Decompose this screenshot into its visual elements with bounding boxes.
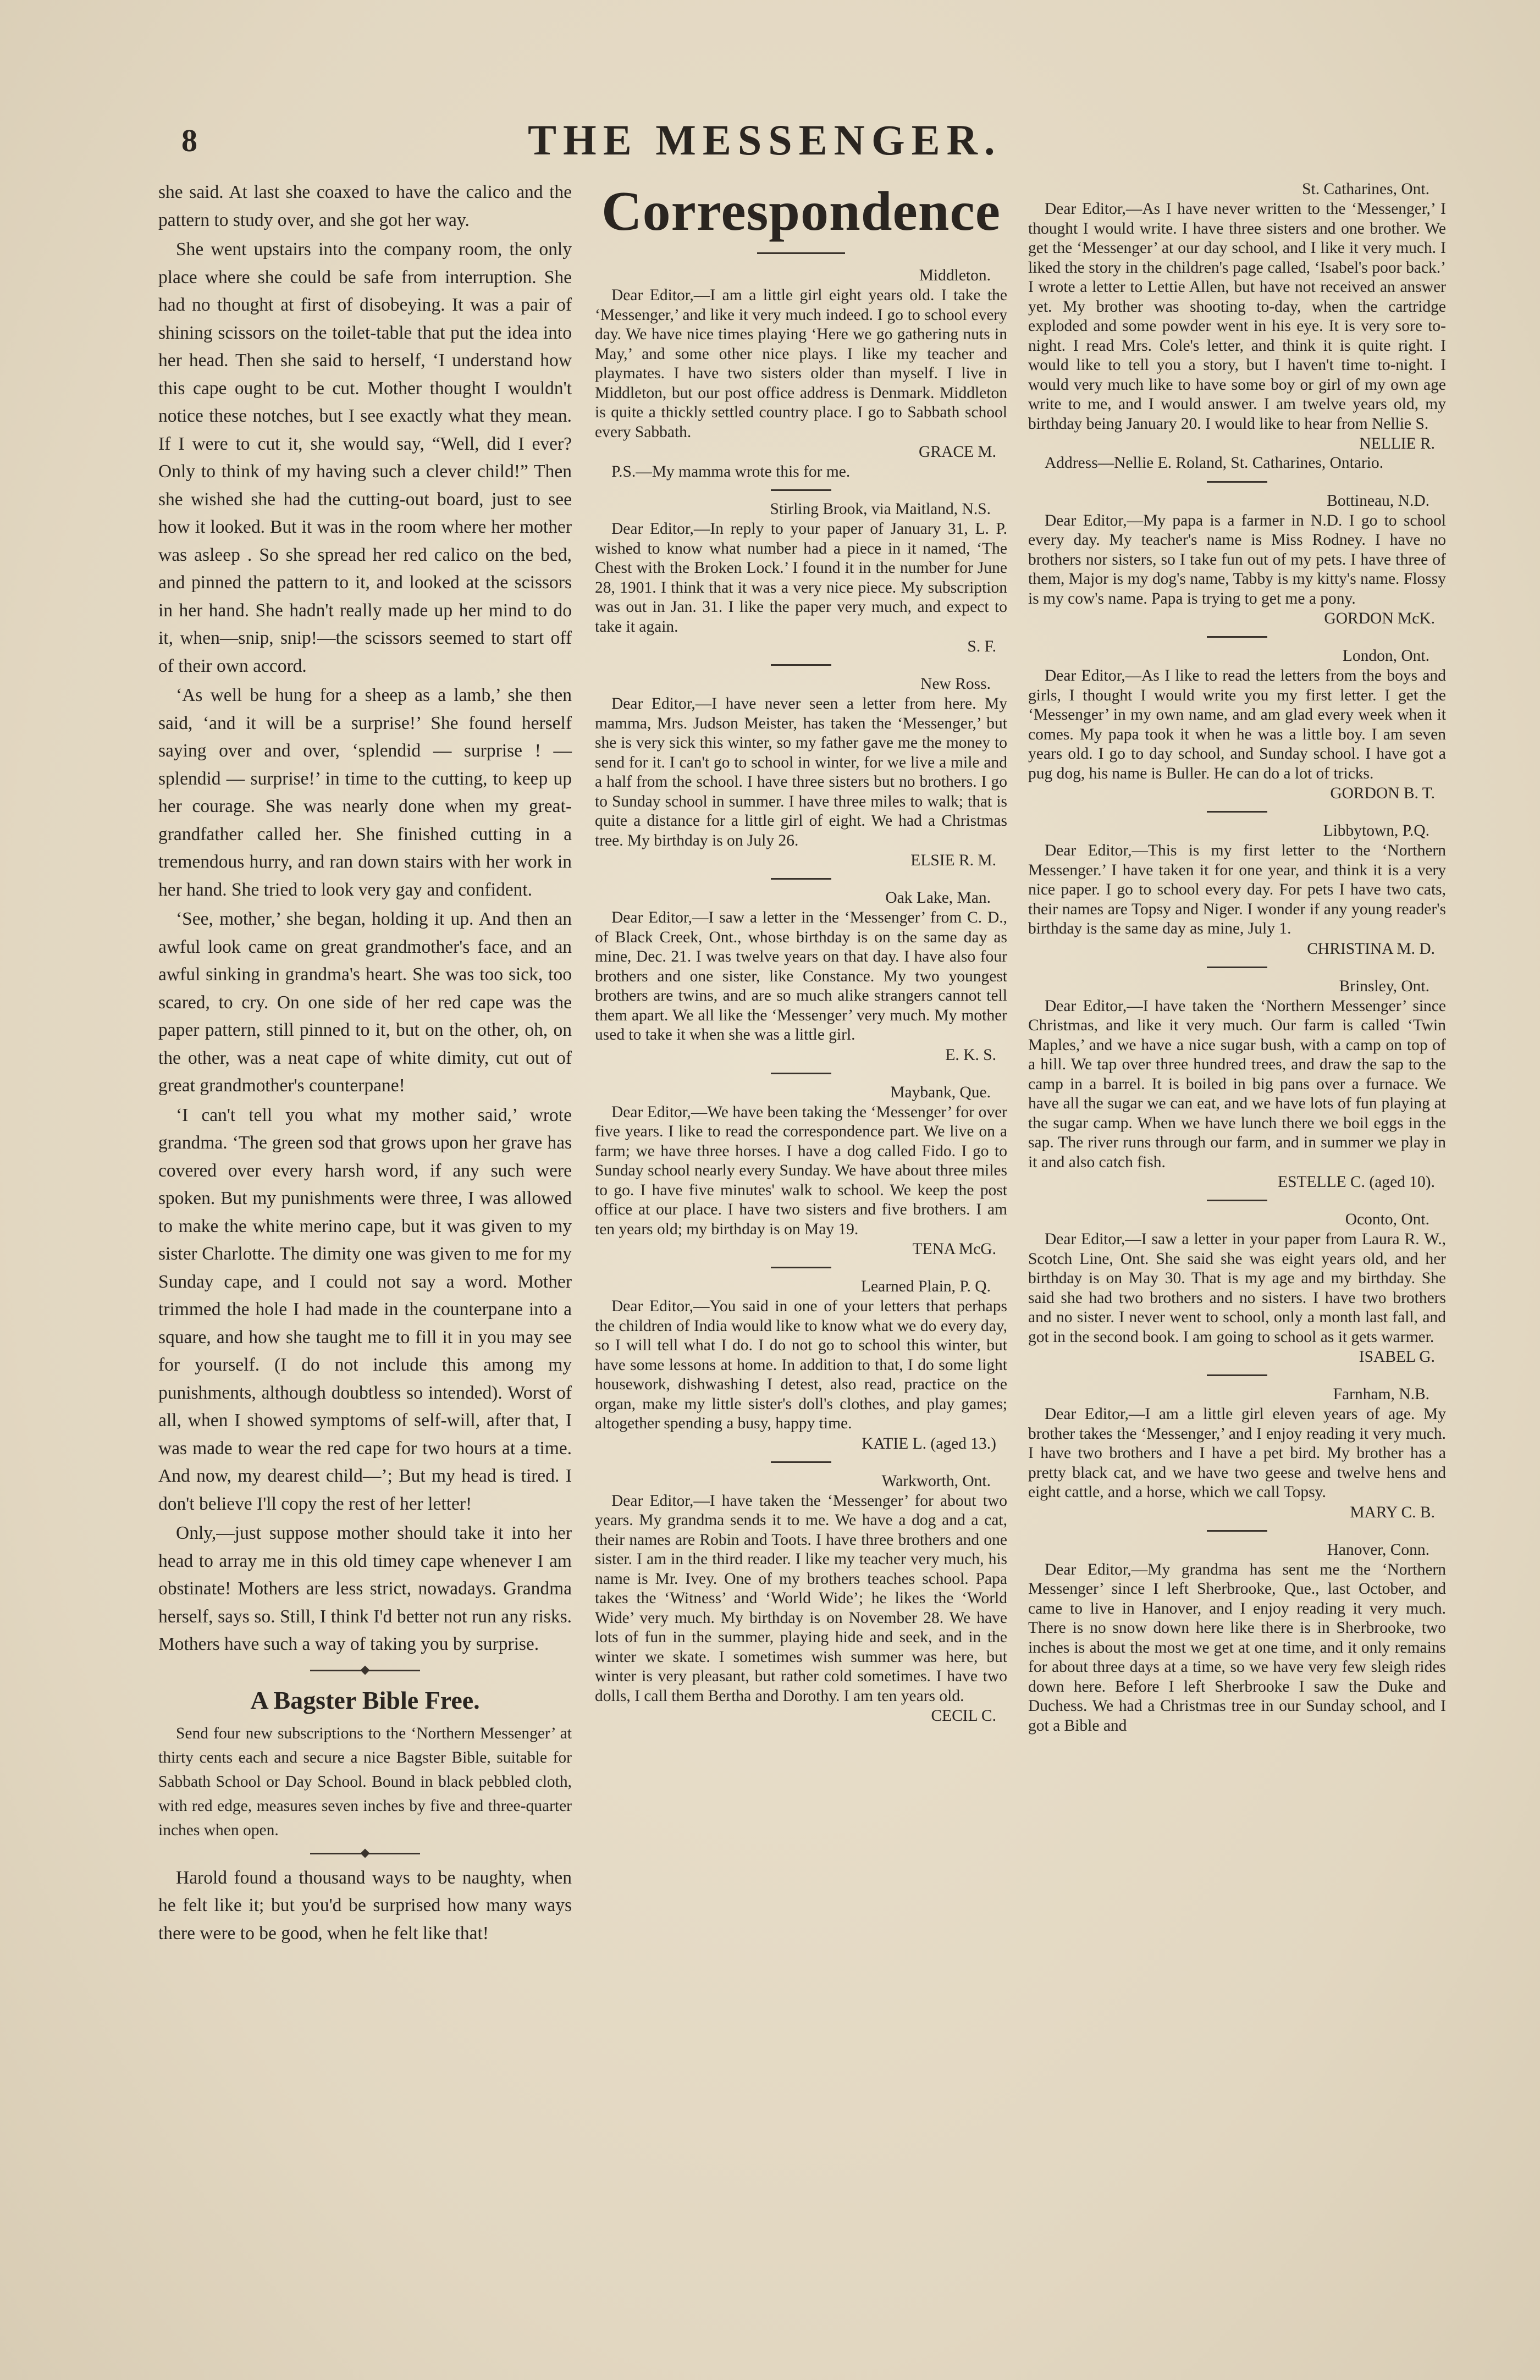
- divider-rule: [1207, 1374, 1267, 1376]
- letter-place: Brinsley, Ont.: [1339, 977, 1429, 995]
- letter-body: Dear Editor,—I have taken the ‘Messenger’ for about two years. My grandma sends it to me. We have a dog and a cat, their names are Robin and Toots. I have three brothers and one sister. I am in the third reader. I like my teacher very much, his name is Mr. Ivey. One of my brothers teaches school. Papa takes the ‘Witness’ and ‘World Wide’; he likes the ‘World Wide’ very much. My birthday is on November 28. We have lots of fun in the summer, playing hide and seek, and in the winter we skate. I sometimes wish summer was here, but winter is very pleasant, but rather cold sometimes. I have two dolls, I call them Bertha and Dorothy. I am ten years old.: [595, 1492, 1007, 1705]
- letter-place: Stirling Brook, via Maitland, N.S.: [770, 500, 991, 518]
- letter-signature: ELSIE R. M.: [910, 852, 996, 869]
- divider-rule: [757, 252, 845, 254]
- letter-signature: S. F.: [967, 638, 996, 655]
- divider-rule: [771, 1461, 831, 1463]
- story-paragraph: ‘I can't tell you what my mother said,’ wrote grandma. ‘The green sod that grows upon her grave has covered over every harsh word, if any such were spoken. But my punishments were three, I was allowed to make the white merino cape, but it was given to my sister Charlotte. The dimity one was given to me for my Sunday cape, and I could not say a word. Mother trimmed the hole I had made in the counterpane into a square, and how she taught me to fill it in you may see for yourself. (I do not include this among my punishments, although doubtless so intended). Worst of all, when I showed symptoms of self-will, after that, I was made to wear the red cape for two hours at a time. And now, my dearest child—’; But my head is tired. I don't believe I'll copy the rest of her letter!: [158, 1105, 572, 1514]
- letter: [1028, 820, 1446, 959]
- closing-note-text: Harold found a thousand ways to be naughty, when he felt like it; but you'd be surprised how many ways there were to be good, when he felt like that!: [158, 1867, 572, 1943]
- letter-place: Oconto, Ont.: [1345, 1211, 1429, 1228]
- letter: [595, 1276, 1007, 1454]
- letter-place: Warkworth, Ont.: [881, 1472, 991, 1490]
- letter: [1028, 1209, 1446, 1367]
- story-paragraph: ‘As well be hung for a sheep as a lamb,’ she then said, ‘and it will be a surprise!’ She found herself saying over and over, ‘splendid — surprise ! — splendid — surprise!’ in time to the cutting, to keep up her courage. She was nearly done when my great-grandfather called her. She finished cutting in a tremendous hurry, and ran down stairs with her work in her hand. She tried to look very gay and confident.: [158, 685, 572, 900]
- letter-body: Dear Editor,—As I have never written to the ‘Messenger,’ I thought I would write. I have three sisters and one brother. We get the ‘Messenger’ at our day school, and I like it very much. I liked the story in the children's page called, ‘Isabel's poor back.’ I wrote a letter to Lettie Allen, but have not received an answer yet. My brother was shooting to-day, when the cartridge exploded and some powder went in his eye. It is very sore to-night. I read Mrs. Cole's letter, and think it is quite right. I would like to tell you a story, but I haven't time to-night. I would very much like to have some boy or girl of my own age write to me, and I would answer. I am twelve years old, my birthday being January 20. I would like to hear from Nellie S.: [1028, 200, 1446, 433]
- divider-rule: [1207, 481, 1267, 483]
- divider-rule: [1207, 967, 1267, 968]
- story-paragraph: she said. At last she coaxed to have the calico and the pattern to study over, and she got her way.: [158, 182, 572, 230]
- letter: [1028, 1384, 1446, 1522]
- letter-body: Dear Editor,—In reply to your paper of January 31, L. P. wished to know what number had a piece in it named, ‘The Chest with the Broken Lock.’ I found it in the number for June 28, 1901. I think that it was a very nice piece. My subscription was out in Jan. 31. I like the paper very much, and expect to take it again.: [595, 520, 1007, 636]
- letter-signature: GORDON B. T.: [1330, 785, 1435, 802]
- letter-place: London, Ont.: [1342, 647, 1429, 665]
- letter-place: Middleton.: [919, 267, 991, 284]
- letter-signature: CHRISTINA M. D.: [1307, 940, 1435, 958]
- ad-heading: A Bagster Bible Free.: [250, 1686, 480, 1714]
- letter: [595, 265, 1007, 482]
- letter-body: Dear Editor,—I am a little girl eleven years of age. My brother takes the ‘Messenger,’ and I enjoy reading it very much. I have two brothers and I have a pet bird. My brother has a pretty black cat, and we have two geese and twelve hens and eight cattle, and a horse, which we call Topsy.: [1028, 1405, 1446, 1501]
- letter: [595, 1471, 1007, 1726]
- letter-body: Dear Editor,—My papa is a farmer in N.D. I go to school every day. My teacher's name is Miss Rodney. I have no brothers nor sisters, so I take fun out of my pets. I have three of them, Major is my dog's name, Tabby is my kitty's name. Flossy is my cow's name. Papa is trying to get me a pony.: [1028, 511, 1446, 608]
- divider-rule: [1207, 1530, 1267, 1532]
- letter-body: Dear Editor,—As I like to read the letters from the boys and girls, I thought I would write you my first letter. I get the ‘Messenger’ in my own name, and am glad every week when it comes. My papa took it when he was a little boy. I am seven years old. I go to day school, and Sunday school. I have got a pug dog, his name is Buller. He can do a lot of tricks.: [1028, 667, 1446, 782]
- letter: [595, 1082, 1007, 1260]
- letter-body: Dear Editor,—I have taken the ‘Northern Messenger’ since Christmas, and like it very much. Our farm is called ‘Twin Maples,’ and we have a nice sugar bush, with a camp on top of a hill. We tap over three hundred trees, and draw the sap to the camp in a barrel. It is boiled in big pans over a furnace. We have all the sugar we can eat, and we have lots of fun playing at the sugar camp. When we have lunch there we boil eggs in the sap. The river runs through our farm, and in summer we play in it and also catch fish.: [1028, 997, 1446, 1171]
- letter: [595, 499, 1007, 656]
- ornamental-divider: [158, 1843, 572, 1864]
- letter-signature: ESTELLE C. (aged 10).: [1278, 1173, 1435, 1191]
- letter-signature: TENA McG.: [912, 1240, 996, 1258]
- letter-body: Dear Editor,—I am a little girl eight years old. I take the ‘Messenger,’ and like it very much indeed. I go to school every day. We have nice times playing ‘Here we go gathering nuts in May,’ and some other nice plays. I like my teacher and playmates. I have two sisters older than myself. I live in Middleton, but our post office address is Denmark. Middleton is quite a thickly settled country place. I go to Sabbath school every Sabbath.: [595, 286, 1007, 441]
- divider-rule: [771, 1073, 831, 1074]
- bible-offer-ad: [158, 1686, 572, 1842]
- letter-signature: GORDON McK.: [1324, 610, 1435, 627]
- ornamental-divider: [158, 1660, 572, 1681]
- letter-postscript: P.S.—My mamma wrote this for me.: [611, 463, 851, 481]
- letter-body: Dear Editor,—I saw a letter in the ‘Messenger’ from C. D., of Black Creek, Ont., whose birthday is on the same day as mine, Dec. 21. I was twelve years on that day. I have also four brothers and one sister, like Constance. My two youngest brothers are twins, and are so much alike strangers cannot tell them apart. We all like the ‘Messenger’ very much. My mother used to take it when she was a little girl.: [595, 909, 1007, 1043]
- letter-body: Dear Editor,—We have been taking the ‘Messenger’ for over five years. I like to read the correspondence part. We live on a farm; we have three horses. I have a dog called Fido. I go to Sunday school nearly every Sunday. We have about three miles to go. I have five minutes' walk to school. We keep the post office at our place. I have two sisters and five brothers. I am ten years old; my birthday is on May 19.: [595, 1103, 1007, 1238]
- letter: [1028, 976, 1446, 1192]
- letter-place: Learned Plain, P. Q.: [861, 1278, 991, 1295]
- letter-address: Address—Nellie E. Roland, St. Catharines, Ontario.: [1045, 454, 1384, 472]
- letter: [1028, 645, 1446, 803]
- story-continuation: [158, 179, 572, 1659]
- divider-rule: [771, 878, 831, 880]
- divider-rule: [771, 1267, 831, 1268]
- divider-rule: [771, 489, 831, 491]
- column-correspondence-2: [1028, 179, 1446, 1740]
- letter-signature: GRACE M.: [919, 443, 996, 461]
- story-paragraph: Only,—just suppose mother should take it into her head to array me in this old timey cape whenever I am obstinate! Mothers are less strict, nowadays. Grandma herself, says so. Still, I think I'd better not run any risks. Mothers have such a way of taking you by surprise.: [158, 1523, 572, 1654]
- paper-title: THE MESSENGER.: [528, 116, 1002, 164]
- closing-note: [158, 1864, 572, 1948]
- story-paragraph: She went upstairs into the company room, the only place where she could be safe from interruption. She had no thought at first of disobeying. It was a pair of shining scissors on the toilet-table that put the idea into her head. Then she said to herself, ‘I understand how this cape ought to be cut. Mother thought I wouldn't notice these notches, but I see exactly what they mean. If I were to cut it, she would say, “Well, did I ever? Only to think of my having such a clever child!” Then she wished she had the cutting-out board, just to see how it looked. But it was in the room where her mother was asleep . So she spread her red calico on the bed, and pinned the pattern to it, and looked at the scissors in her hand. She hadn't really made up her mind to do it, when—snip, snip!—the scissors seemed to start off of their own accord.: [158, 239, 572, 676]
- letter-body: Dear Editor,—I have never seen a letter from here. My mamma, Mrs. Judson Meister, has taken the ‘Messenger,’ but she is very sick this winter, so my father gave me the money to send for it. I can't go to school in winter, for we live a mile and a half from the school. I have three sisters but no brothers. I go to Sunday school in summer. I have three miles to walk; that is quite a distance for a little girl of eight. We had a Christmas tree. My birthday is on July 26.: [595, 695, 1007, 849]
- letter: [1028, 179, 1446, 473]
- divider-rule: [771, 664, 831, 666]
- letter: [595, 887, 1007, 1065]
- ad-text: Send four new subscriptions to the ‘Northern Messenger’ at thirty cents each and secure a nice Bagster Bible, suitable for Sabbath School or Day School. Bound in black pebbled cloth, with red edge, measures seven inches by five and three-quarter inches when open.: [158, 1724, 572, 1839]
- correspondence-heading: Correspondence: [601, 180, 1001, 242]
- letter-place: St. Catharines, Ont.: [1302, 180, 1429, 198]
- letter-body: Dear Editor,—This is my first letter to the ‘Northern Messenger.’ I have taken it for one year, and think it is a very nice paper. I go to school every day. For pets I have two cats, their names are Topsy and Niger. I wonder if any young reader's birthday is the same day as mine, July 1.: [1028, 842, 1446, 937]
- letter-signature: KATIE L. (aged 13.): [862, 1434, 996, 1453]
- letter-body: Dear Editor,—My grandma has sent me the ‘Northern Messenger’ since I left Sherbrooke, Que., last October, and came to live in Hanover, and I enjoy reading it very much. There is no snow down here like there is in Sherbrooke, two inches is about the most we get at one time, and it only remains for about three days at a time, so we have very few sleigh rides down here. Before I left Sherbrooke I saw the Duke and Duchess. We had a Christmas tree in our Sunday school, and I got a Bible and: [1028, 1560, 1446, 1735]
- story-paragraph: ‘See, mother,’ she began, holding it up. And then an awful look came on great grandmother's face, and an awful sinking in grandma's heart. She was too sick, too scared, to cry. On one side of her red cape was the paper pattern, still pinned to it, but on the other, oh, on the other, was a neat cape of white dimity, cut out of great grandmother's counterpane!: [158, 909, 572, 1096]
- page-number: 8: [181, 123, 197, 158]
- letter-body: Dear Editor,—I saw a letter in your paper from Laura R. W., Scotch Line, Ont. She said she was eight years old, and her birthday is on May 30. That is my age and my birthday. She said she had two brothers and no sisters. I have two brothers and no sister. I never went to school, only a month last fall, and got in the second book. I am going to school as it gets warmer.: [1028, 1230, 1446, 1346]
- letter-place: New Ross.: [920, 675, 991, 693]
- letter-place: Libbytown, P.Q.: [1323, 822, 1429, 840]
- letter: [1028, 490, 1446, 629]
- letter-place: Hanover, Conn.: [1327, 1540, 1429, 1559]
- letter: [1028, 1539, 1446, 1736]
- divider-rule: [1207, 636, 1267, 638]
- letter-place: Farnham, N.B.: [1333, 1385, 1429, 1403]
- letter-place: Bottineau, N.D.: [1327, 492, 1429, 510]
- letter-signature: NELLIE R.: [1359, 435, 1435, 452]
- divider-rule: [1207, 811, 1267, 813]
- letter-signature: E. K. S.: [945, 1046, 996, 1064]
- letter-place: Oak Lake, Man.: [885, 889, 991, 907]
- letter-signature: CECIL C.: [931, 1707, 996, 1725]
- letter-place: Maybank, Que.: [890, 1083, 991, 1101]
- column-story: [158, 179, 572, 1947]
- letter-body: Dear Editor,—You said in one of your letters that perhaps the children of India would like to know what we do every day, so I will tell what I do. I do not go to school this winter, but have some lessons at home. In addition to that, I do some light housework, dishwashing I detest, also read, practice on the organ, make my little sister's doll's clothes, and play games; altogether spending a busy, happy time.: [595, 1297, 1007, 1432]
- letter: [595, 673, 1007, 870]
- letter-signature: MARY C. B.: [1350, 1503, 1435, 1521]
- letter-signature: ISABEL G.: [1359, 1348, 1435, 1366]
- column-correspondence-1: [595, 179, 1007, 1730]
- divider-rule: [1207, 1200, 1267, 1201]
